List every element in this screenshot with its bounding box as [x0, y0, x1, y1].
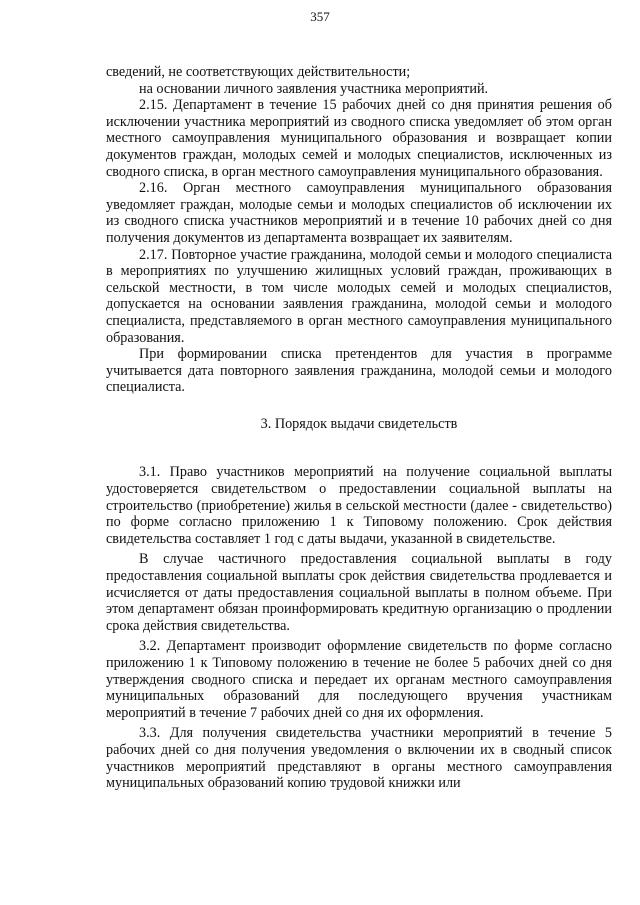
section-heading: 3. Порядок выдачи свидетельств	[260, 415, 458, 432]
paragraph-3-1: 3.1. Право участников мероприятий на получение социальной выплаты удостоверяется свидетельством о предоставлении социальной выплаты на строительство (приобретение) жилья в сельской местности (далее - свидетельство) по форме согласно приложению 1 к Типовому положению. Срок действия свидетельства составляет 1 год с даты выдачи, указанной в свидетельстве.	[106, 464, 612, 547]
document-body	[106, 64, 612, 792]
paragraph-candidate-list: При формировании списка претендентов для участия в программе учитывается дата повторного заявления гражданина, молодой семьи и молодого специалиста.	[106, 346, 612, 396]
paragraph-2-17: 2.17. Повторное участие гражданина, молодой семьи и молодого специалиста в мероприятиях по улучшению жилищных условий граждан, проживающих в сельской местности, в том числе молодых семей и молодых специалистов, допускается на основании заявления гражданина, молодой семьи и молодого специалиста, представляемого в орган местного самоуправления муниципального образования.	[106, 246, 612, 346]
paragraph-continuation: сведений, не соответствующих действительности;	[106, 64, 411, 80]
paragraph-2-16: 2.16. Орган местного самоуправления муниципального образования уведомляет граждан, молодые семьи и молодых специалистов об исключении их из сводного списка участников мероприятий и в течение 10 рабочих дней со дня получения документов из департамента возвращает их заявителям.	[106, 180, 612, 246]
paragraph-2-15: 2.15. Департамент в течение 15 рабочих дней со дня принятия решения об исключении участника мероприятий из сводного списка уведомляет об этом орган местного самоуправления муниципального образования и возвращает копии документов граждан, молодых семей и молодых специалистов, исключенных из сводного списка, в орган местного самоуправления муниципального образования.	[106, 97, 612, 180]
paragraph-personal-application: на основании личного заявления участника мероприятий.	[139, 80, 489, 97]
page-number: 357	[310, 9, 330, 24]
paragraph-partial-payment: В случае частичного предоставления социальной выплаты в году предоставления социальной выплаты срок действия свидетельства продлевается и исчисляется от даты предоставления социальной выплаты в полном объеме. При этом департамент обязан проинформировать кредитную организацию о продлении срока действия свидетельства.	[106, 551, 612, 634]
paragraph-3-2: 3.2. Департамент производит оформление свидетельств по форме согласно приложению 1 к Типовому положению в течение не более 5 рабочих дней со дня утверждения сводного списка и передает их органам местного самоуправления муниципальных образований для последующего вручения участникам мероприятий в течение 7 рабочих дней со дня их оформления.	[106, 638, 612, 721]
paragraph-3-3: 3.3. Для получения свидетельства участники мероприятий в течение 5 рабочих дней со дня получения уведомления о включении их в сводный список участников мероприятий представляют в органы местного самоуправления муниципальных образований копию трудовой книжки или	[106, 725, 612, 792]
